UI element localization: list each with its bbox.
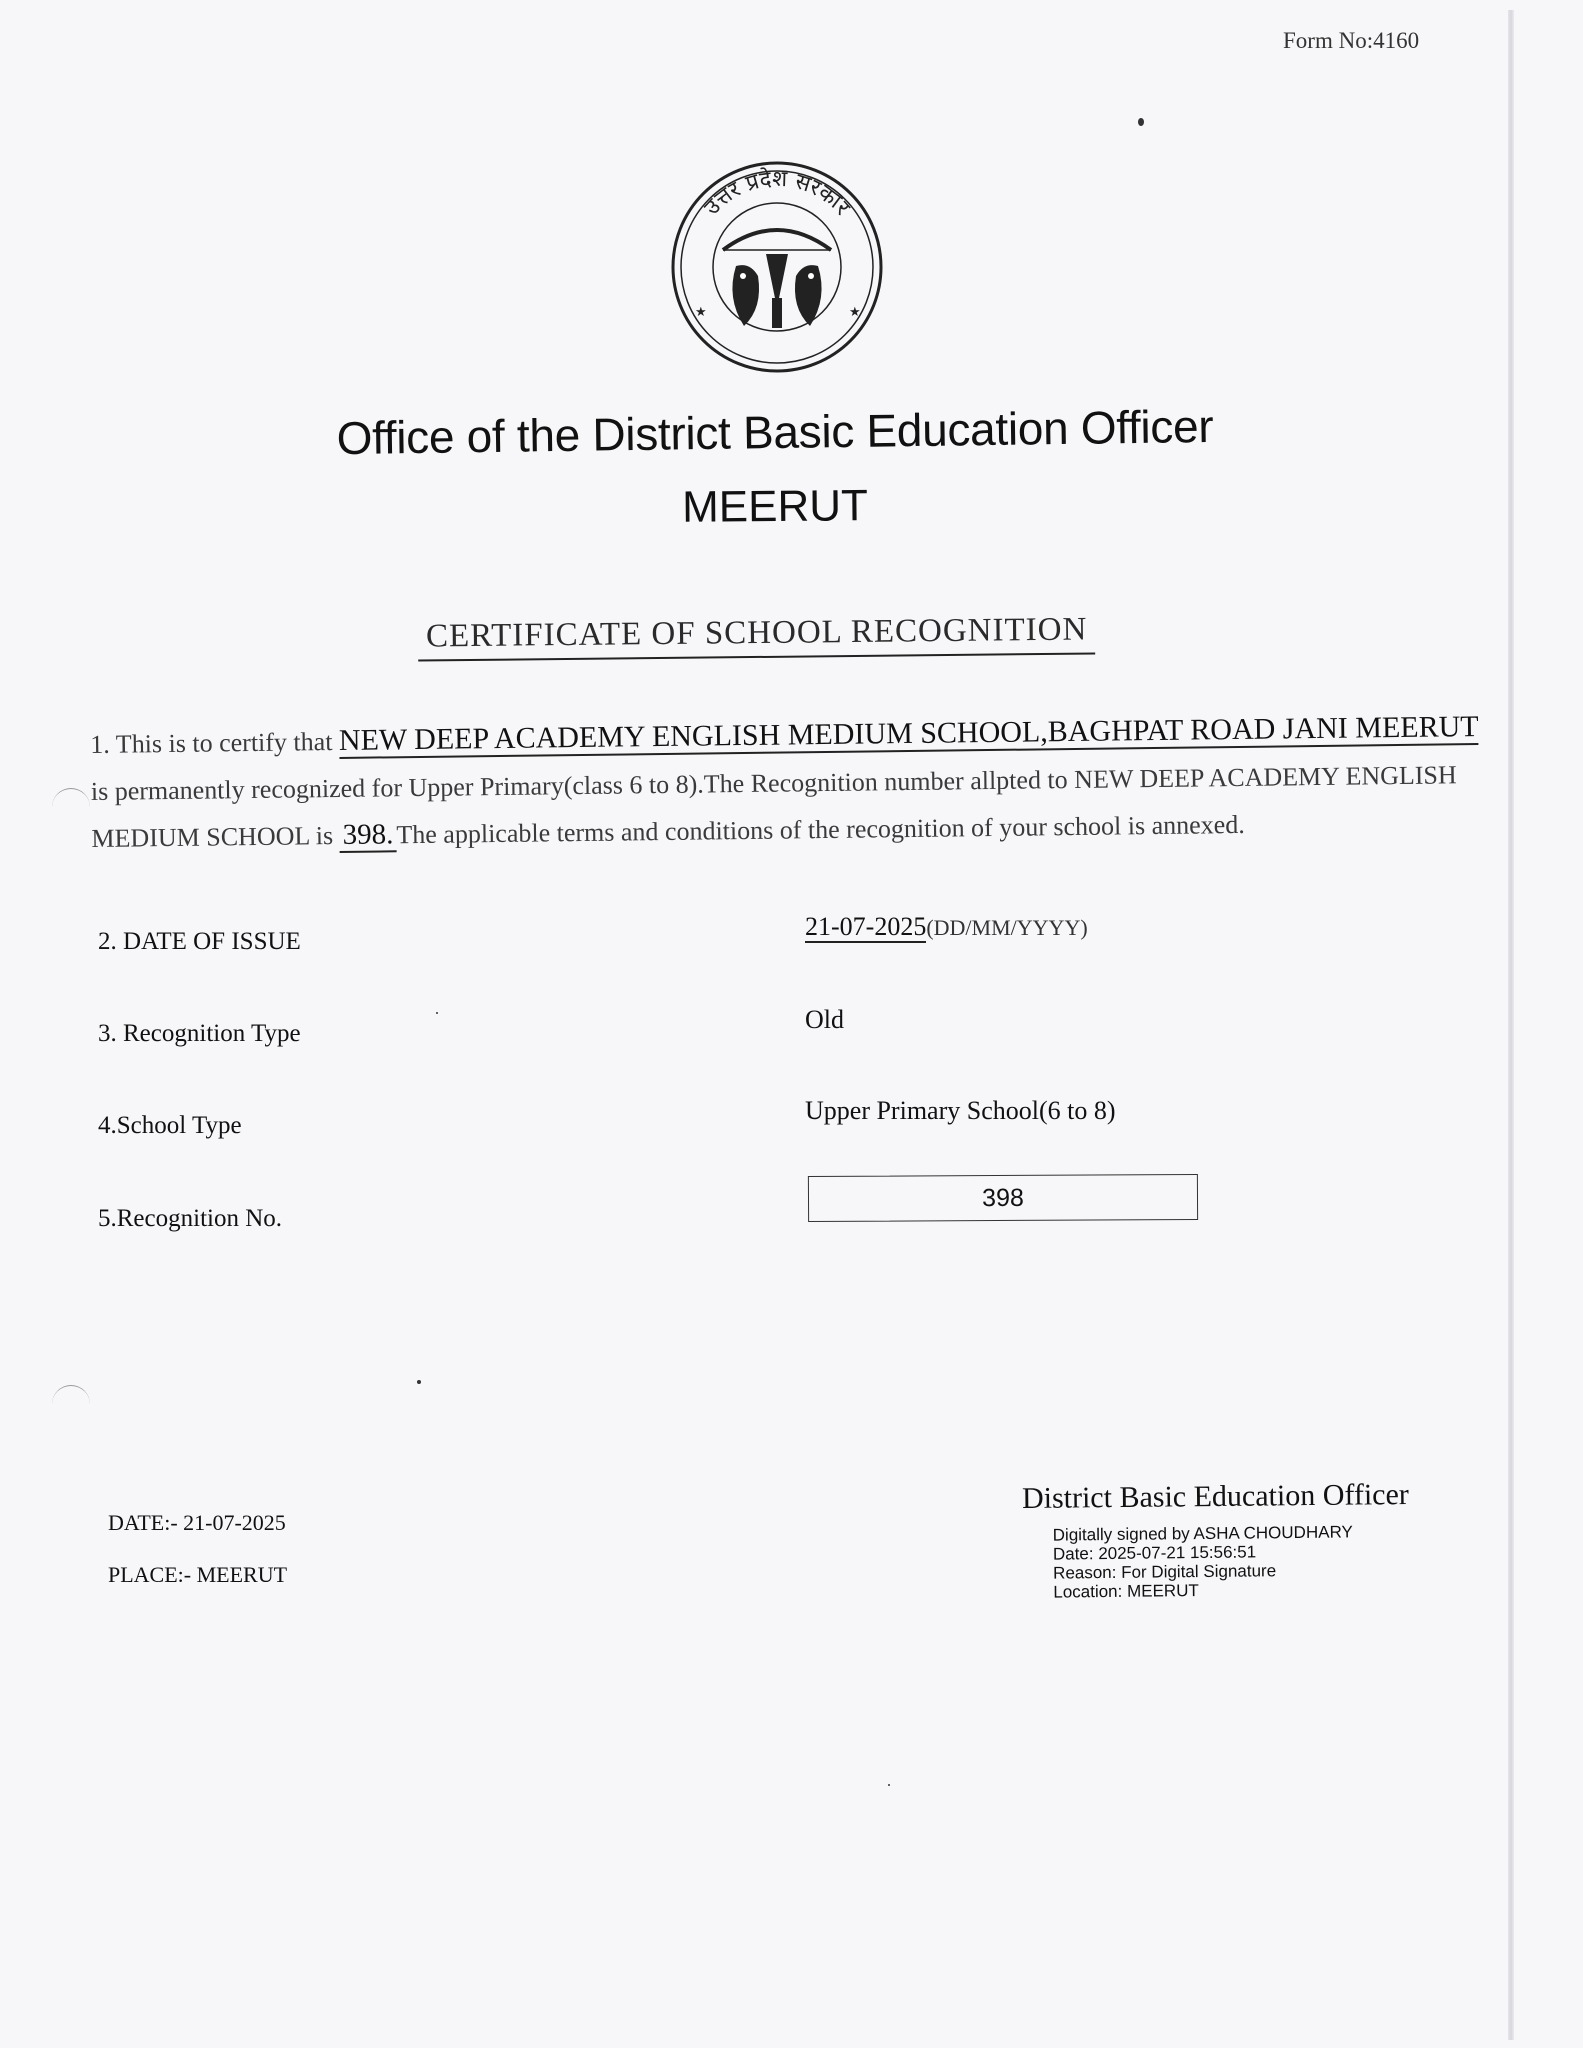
scan-speck xyxy=(1138,118,1144,126)
scan-speck xyxy=(417,1380,421,1384)
signature-signed-by: Digitally signed by ASHA CHOUDHARY xyxy=(1052,1522,1353,1545)
school-name-address: NEW DEEP ACADEMY ENGLISH MEDIUM SCHOOL,BAGHPAT ROAD JANI MEERUT xyxy=(338,710,1479,757)
footer-date: DATE:- 21-07-2025 xyxy=(108,1510,286,1535)
date-of-issue-date: 21-07-2025 xyxy=(805,912,927,941)
school-type-label: 4.School Type xyxy=(98,1112,242,1139)
punch-hole-mark xyxy=(52,788,90,809)
punch-hole-mark xyxy=(52,1385,90,1406)
paragraph-number: 1. xyxy=(90,729,110,759)
school-type-value: Upper Primary School(6 to 8) xyxy=(805,1096,1116,1125)
footer-place: PLACE:- MEERUT xyxy=(108,1562,288,1587)
svg-text:उत्तर प्रदेश सरकार xyxy=(700,166,856,221)
signature-date: Date: 2025-07-21 15:56:51 xyxy=(1052,1542,1257,1564)
office-title: Office of the District Basic Education Officer xyxy=(336,399,1214,465)
date-of-issue-label: 2. DATE OF ISSUE xyxy=(98,928,301,955)
signature-reason: Reason: For Digital Signature xyxy=(1053,1561,1277,1583)
date-of-issue-value xyxy=(805,912,1088,942)
certificate-title: CERTIFICATE OF SCHOOL RECOGNITION xyxy=(418,611,1096,661)
recognition-type-label: 3. Recognition Type xyxy=(98,1020,301,1047)
recognition-type-value: Old xyxy=(805,1005,844,1034)
certification-paragraph xyxy=(90,703,1487,862)
svg-text:★: ★ xyxy=(849,304,861,319)
paragraph-intro: This is to certify that xyxy=(115,727,333,759)
paragraph-school-name: NEW DEEP ACADEMY ENGLISH MEDIUM SCHOOL xyxy=(91,760,1457,853)
svg-text:★: ★ xyxy=(695,304,707,319)
signatory-designation: District Basic Education Officer xyxy=(1021,1477,1409,1516)
recognition-no-label: 5.Recognition No. xyxy=(98,1205,283,1232)
paragraph-text-1: is permanently recognized for Upper Primary(class 6 to 8).The Recognition number allpted to xyxy=(90,765,1068,806)
emblem-legend: उत्तर प्रदेश सरकार xyxy=(699,166,855,221)
up-government-emblem-icon xyxy=(668,158,886,376)
scan-edge xyxy=(1508,10,1514,2040)
paragraph-text-3: The applicable terms and conditions of the recognition of your school is annexed. xyxy=(396,809,1245,850)
date-format-hint: (DD/MM/YYYY) xyxy=(926,915,1088,940)
paragraph-recognition-number: 398. xyxy=(339,818,396,853)
paragraph-text-2: is xyxy=(315,821,334,851)
digital-signature-block xyxy=(1053,1522,1354,1601)
form-number: Form No:4160 xyxy=(1283,28,1420,53)
recognition-no-box: 398 xyxy=(808,1174,1198,1222)
scan-speck xyxy=(436,1012,438,1014)
signature-location: Location: MEERUT xyxy=(1053,1581,1199,1602)
office-city: MEERUT xyxy=(681,481,869,532)
scan-speck xyxy=(888,1784,890,1786)
